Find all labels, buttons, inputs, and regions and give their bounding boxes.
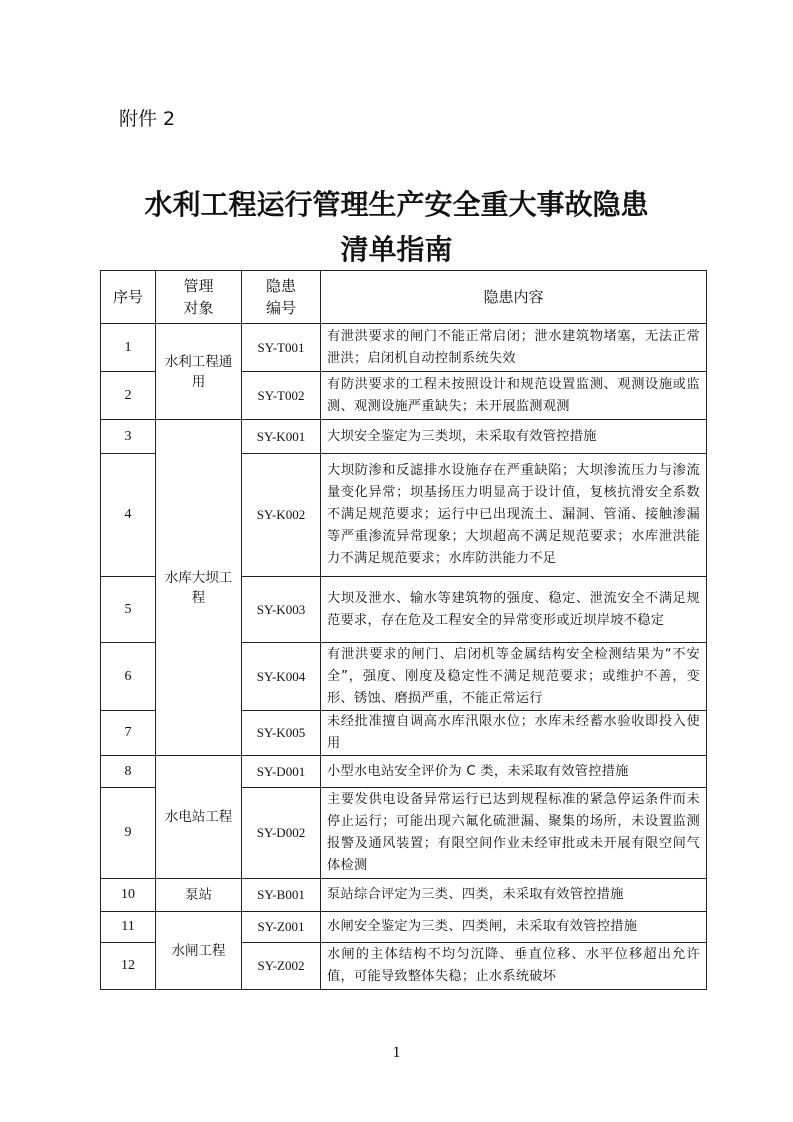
hazard-table — [100, 270, 707, 990]
row-code: SY-K005 — [242, 711, 321, 756]
table-row — [101, 756, 707, 788]
row-seq: 12 — [101, 943, 156, 990]
row-code: SY-K003 — [242, 577, 321, 643]
document-title-line1: 水利工程运行管理生产安全重大事故隐患 — [144, 188, 649, 221]
row-code: SY-K002 — [242, 454, 321, 577]
object-pump-text: 泵站 — [185, 887, 212, 903]
header-object-line1: 管理 — [183, 277, 214, 295]
row-content: 未经批准擅自调高水库汛限水位；水库未经蓄水验收即投入使用 — [321, 711, 707, 756]
table-row — [101, 912, 707, 943]
row-code: SY-D001 — [242, 756, 321, 788]
row-content: 水闸安全鉴定为三类、四类闸，未采取有效管控措施 — [321, 912, 707, 943]
page-number: 1 — [392, 1044, 401, 1061]
row-code: SY-T002 — [242, 372, 321, 420]
row-seq: 10 — [101, 879, 156, 912]
row-seq: 7 — [101, 711, 156, 756]
row-code: SY-B001 — [242, 879, 321, 912]
row-content: 有防洪要求的工程未按照设计和规范设置监测、观测设施或监测、观测设施严重缺失；未开展监测观测 — [321, 372, 707, 420]
row-code: SY-K004 — [242, 643, 321, 711]
row-content: 水闸的主体结构不均匀沉降、垂直位移、水平位移超出允许值，可能导致整体失稳；止水系统破坏 — [321, 943, 707, 990]
row-object-general — [156, 324, 242, 420]
row-seq: 4 — [101, 454, 156, 577]
row-content: 有泄洪要求的闸门、启闭机等金属结构安全检测结果为“不安全”，强度、刚度及稳定性不满足规范要求；或维护不善，变形、锈蚀、磨损严重，不能正常运行 — [321, 643, 707, 711]
table-row — [101, 420, 707, 454]
row-code: SY-Z002 — [242, 943, 321, 990]
row-content: 泵站综合评定为三类、四类，未采取有效管控措施 — [321, 879, 707, 912]
object-general-text: 水利工程通用 — [164, 353, 233, 390]
table-header-row — [101, 271, 707, 324]
attachment-label: 附件 2 — [119, 108, 176, 130]
row-code: SY-K001 — [242, 420, 321, 454]
row-seq: 11 — [101, 912, 156, 943]
row-content: 有泄洪要求的闸门不能正常启闭；泄水建筑物堵塞，无法正常泄洪；启闭机自动控制系统失效 — [321, 324, 707, 372]
row-content: 大坝安全鉴定为三类坝，未采取有效管控措施 — [321, 420, 707, 454]
table-row — [101, 324, 707, 372]
header-code-line2: 编号 — [265, 299, 296, 317]
header-object — [156, 271, 242, 324]
header-code-line1: 隐患 — [265, 277, 296, 295]
row-code: SY-Z001 — [242, 912, 321, 943]
row-seq: 5 — [101, 577, 156, 643]
object-hydro-text: 水电站工程 — [164, 809, 233, 825]
row-object-reservoir — [156, 420, 242, 756]
object-sluice-text: 水闸工程 — [171, 942, 226, 959]
row-object-pump — [156, 879, 242, 912]
row-seq: 9 — [101, 788, 156, 879]
object-reservoir-text: 水库大坝工程 — [164, 569, 233, 606]
header-content: 隐患内容 — [321, 271, 707, 324]
document-title-line2: 清单指南 — [340, 233, 453, 266]
row-code: SY-D002 — [242, 788, 321, 879]
row-content: 主要发供电设备异常运行已达到规程标准的紧急停运条件而未停止运行；可能出现六氟化硫泄漏、聚集的场所，未设置监测报警及通风装置；有限空间作业未经审批或未开展有限空间气体检测 — [321, 788, 707, 879]
row-seq: 3 — [101, 420, 156, 454]
row-object-sluice — [156, 912, 242, 990]
row-seq: 2 — [101, 372, 156, 420]
header-object-line2: 对象 — [183, 299, 214, 317]
row-object-hydro — [156, 756, 242, 879]
row-content: 大坝及泄水、输水等建筑物的强度、稳定、泄流安全不满足规范要求，存在危及工程安全的异常变形或近坝岸坡不稳定 — [321, 577, 707, 643]
header-code — [242, 271, 321, 324]
row-seq: 6 — [101, 643, 156, 711]
row-seq: 8 — [101, 756, 156, 788]
row-content: 小型水电站安全评价为 C 类，未采取有效管控措施 — [321, 756, 707, 788]
header-seq: 序号 — [101, 271, 156, 324]
row-seq: 1 — [101, 324, 156, 372]
row-content: 大坝防渗和反滤排水设施存在严重缺陷；大坝渗流压力与渗流量变化异常；坝基扬压力明显高于设计值，复核抗滑安全系数不满足规范要求；运行中已出现流土、漏洞、管涌、接触渗漏等严重渗流异常现象；大坝超高不满足规范要求；水库泄洪能力不满足规范要求；水库防洪能力不足 — [321, 454, 707, 577]
table-row — [101, 879, 707, 912]
row-code: SY-T001 — [242, 324, 321, 372]
